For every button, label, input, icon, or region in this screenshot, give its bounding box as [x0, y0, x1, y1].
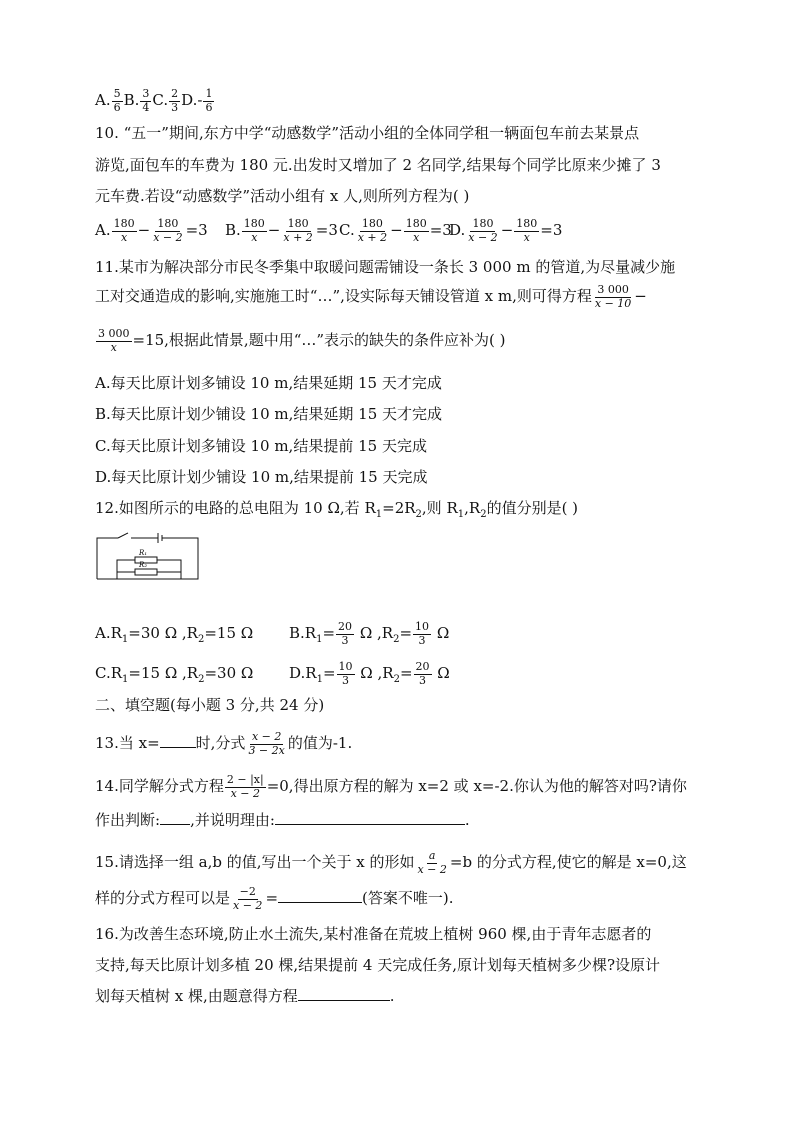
q9-option-b: B. $\frac{3}{4}$ — [123, 87, 150, 114]
q11-line-2: 工对交通造成的影响,实施施工时“…”,设实际每天铺设管道 x m,则可得方程 $\frac{3 000}{x - 10}$ − — [95, 283, 647, 310]
q11-option-b: B.每天比原计划少铺设 10 m,结果延期 15 天才完成 — [95, 405, 443, 423]
q10-option-a: A. $\frac{180}{x}$ − $\frac{180}{x - 2}$ =3 — [95, 217, 208, 244]
q9-option-a: A. $\frac{5}{6}$ — [95, 87, 121, 114]
q10-option-c: C. $\frac{180}{x + 2}$ − $\frac{180}{x}$ =3 — [339, 217, 452, 244]
q11-option-c: C.每天比原计划多铺设 10 m,结果提前 15 天完成 — [95, 437, 427, 455]
q11-option-d: D.每天比原计划少铺设 10 m,结果提前 15 天完成 — [95, 468, 428, 486]
q9-option-d: D.- $\frac{1}{6}$ — [181, 87, 213, 114]
q11-line-3: $\frac{3 000}{x}$ =15,根据此情景,题中用“…”表示的缺失的条件应补为( ) — [98, 327, 506, 354]
q9-options — [95, 88, 215, 114]
q14-line-2: 作出判断: ,并说明理由: . — [95, 811, 470, 829]
q16-answer-blank[interactable] — [298, 1000, 390, 1001]
q12-option-a: $A.R_1=30$ Ω $,R_2=15$ Ω — [95, 624, 254, 646]
resistor-r2 — [135, 569, 157, 575]
q12-option-b: $B.R_1=$ $\frac{20}{3}$ Ω $,R_2=$ $\frac{10}{3}$ Ω — [289, 620, 450, 647]
q12-options-row2 — [95, 661, 450, 687]
q13-answer-blank[interactable] — [160, 747, 196, 748]
q11-line-1: 11.某市为解决部分市民冬季集中取暖问题需铺设一条长 3 000 m 的管道,为尽量减少施 — [95, 258, 676, 276]
q14-reason-blank[interactable] — [275, 824, 465, 825]
q9-option-c: C. $\frac{2}{3}$ — [152, 87, 179, 114]
resistor-r2-label: R₂ — [139, 561, 148, 569]
q13: 13.当 x= 时,分式 $\frac{x - 2}{3 - 2x}$ 的值为-1. — [95, 730, 353, 757]
q14-line-1: 14.同学解分式方程 $\frac{2 - |x|}{x - 2}$ =0,得出原方程的解为 x=2 或 x=-2.你认为他的解答对吗?请你 — [95, 773, 687, 800]
q10-line-3: 元车费.若设“动感数学”活动小组有 x 人,则所列方程为( ) — [95, 187, 470, 205]
q10-option-b: B. $\frac{180}{x}$ − $\frac{180}{x + 2}$ =3 — [225, 217, 338, 244]
q10-line-1: 10. “五一”期间,东方中学“动感数学”活动小组的全体同学租一辆面包车前去某景点 — [95, 124, 640, 142]
q10-options — [95, 218, 562, 244]
q10-option-d: D. $\frac{180}{x - 2}$ − $\frac{180}{x}$ =3 — [449, 217, 563, 244]
q16-line-1: 16.为改善生态环境,防止水土流失,某村准备在荒坡上植树 960 棵,由于青年志愿者的 — [95, 925, 652, 943]
q11-option-a: A.每天比原计划多铺设 10 m,结果延期 15 天才完成 — [95, 374, 442, 392]
q15-answer-blank[interactable] — [278, 902, 362, 903]
q12-option-c: $C.R_1=15$ Ω $,R_2=30$ Ω — [95, 664, 254, 686]
q12-stem: 12.如图所示的电路的总电阻为 10 Ω,若 $R_1=2R_2$,则 $R_1,R_2$的值分别是( ) — [95, 499, 579, 520]
q15-line-2: 样的分式方程可以是 $\frac{-2}{x - 2}$ = (答案不唯一). — [95, 885, 454, 912]
circuit-wire-top-left — [97, 538, 118, 579]
q12-options-row1 — [95, 621, 449, 647]
q16-line-2: 支持,每天比原计划多植 20 棵,结果提前 4 天完成任务,原计划每天植树多少棵?设原计 — [95, 956, 661, 974]
circuit-switch — [118, 533, 128, 538]
section-2-heading: 二、填空题(每小题 3 分,共 24 分) — [95, 696, 325, 714]
q15-line-1: 15.请选择一组 a,b 的值,写出一个关于 x 的形如 $\frac{a}{x - 2}$ =b 的分式方程,使它的解是 x=0,这 — [95, 849, 687, 876]
q12-option-d: $D.R_1=$ $\frac{10}{3}$ Ω $,R_2=$ $\frac{20}{3}$ Ω — [289, 660, 450, 687]
q16-line-3: 划每天植树 x 棵,由题意得方程 . — [95, 987, 395, 1005]
circuit-diagram — [95, 532, 205, 582]
resistor-r1-label: R₁ — [139, 549, 148, 557]
q14-judgement-blank[interactable] — [160, 824, 190, 825]
q10-line-2: 游览,面包车的车费为 180 元.出发时又增加了 2 名同学,结果每个同学比原来少摊了 3 — [95, 156, 661, 174]
